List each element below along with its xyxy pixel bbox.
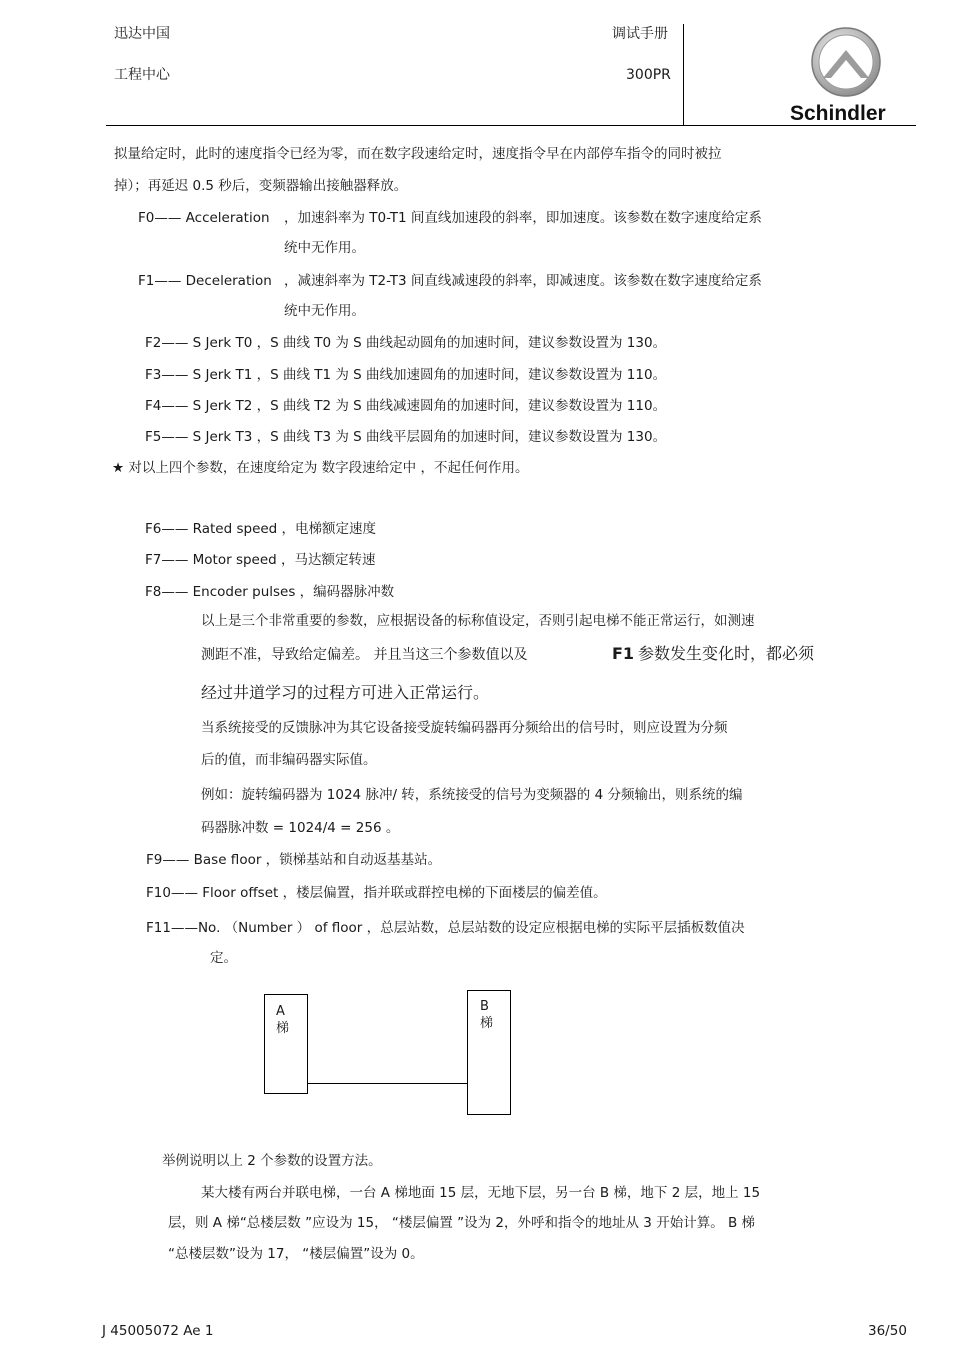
header-manual-title: 调试手册 [612,26,668,42]
elevator-b-label-letter: B [480,999,489,1014]
intro-line-1: 拟量给定时，此时的速度指令已经为零，而在数字段速给定时，速度指令早在内部停车指令的同时被拉 [114,146,722,162]
note-feedback-line-1: 当系统接受的反馈脉冲为其它设备接受旋转编码器再分频给出的信号时，则应设置为分频 [201,720,728,736]
header-company: 迅达中国 [114,26,170,42]
note-important-line-3: 经过井道学习的过程方可进入正常运行。 [201,683,490,702]
elevator-a-box [264,994,308,1094]
header-model: 300PR [626,67,671,83]
star-note: ★ 对以上四个参数，在速度给定为 数字段速给定中 ，不起任何作用。 [112,460,529,476]
elevator-link-line [307,1083,467,1084]
footer-page-number: 36/50 [868,1323,907,1339]
footer-doc-id: J 45005072 Ae 1 [102,1323,214,1339]
param-f11: F11——No. （Number ） of floor ，总层站数，总层站数的设定应根据电梯的实际平层插板数值决 [146,920,745,936]
param-f1-description: ，减速斜率为 T2-T3 间直线减速段的斜率，即减速度。该参数在数字速度给定系 [284,273,762,289]
param-f5: F5—— S Jerk T3 ，S 曲线 T3 为 S 曲线平层圆角的加速时间，建议参数设置为 130。 [145,429,667,445]
schindler-logo [785,26,910,126]
param-f9: F9—— Base floor ，锁梯基站和自动返基基站。 [146,852,442,868]
elevator-a-label-letter: A [276,1004,285,1019]
building-example-line-2: 层，则 A 梯“总楼层数 ”应设为 15， “楼层偏置 ”设为 2，外呼和指令的地址从 3 开始计算。 B 梯 [168,1215,756,1231]
param-f1-continuation: 统中无作用。 [284,303,365,319]
param-f0-description: ，加速斜率为 T0-T1 间直线加速段的斜率，即加速度。该参数在数字速度给定系 [284,210,762,226]
example-intro: 举例说明以上 2 个参数的设置方法。 [162,1153,382,1169]
param-f1-heading: F1—— Deceleration [138,273,272,289]
note-important-line-1: 以上是三个非常重要的参数，应根据设备的标称值设定，否则引起电梯不能正常运行，如测速 [201,613,755,629]
building-example-line-3: “总楼层数”设为 17， “楼层偏置”设为 0。 [168,1246,424,1262]
intro-line-2: 掉）；再延迟 0.5 秒后，变频器输出接触器释放。 [114,178,408,194]
elevator-b-box [467,990,511,1115]
note-important-line-2b: F1 [612,644,635,663]
param-f4: F4—— S Jerk T2 ，S 曲线 T2 为 S 曲线减速圆角的加速时间，建议参数设置为 110。 [145,398,667,414]
elevator-diagram [260,988,520,1120]
elevator-b-label-char: 梯 [480,1016,494,1031]
note-important-line-2c: 参数发生变化时，都必须 [638,644,815,663]
param-f10: F10—— Floor offset ，楼层偏置，指并联或群控电梯的下面楼层的偏差值。 [146,885,607,901]
param-f0-continuation: 统中无作用。 [284,240,365,256]
param-f7: F7—— Motor speed ，马达额定转速 [145,552,376,568]
param-f0-heading: F0—— Acceleration [138,210,270,226]
param-f11-continuation: 定。 [210,950,237,966]
note-feedback-line-2: 后的值，而非编码器实际值。 [201,752,377,768]
logo-wordmark: Schindler [790,102,886,125]
header-department: 工程中心 [114,67,170,83]
param-f3: F3—— S Jerk T1 ，S 曲线 T1 为 S 曲线加速圆角的加速时间，建议参数设置为 110。 [145,367,667,383]
building-example-line-1: 某大楼有两台并联电梯，一台 A 梯地面 15 层，无地下层，另一台 B 梯，地下 2 层，地上 15 [201,1185,761,1201]
param-f2: F2—— S Jerk T0 ，S 曲线 T0 为 S 曲线起动圆角的加速时间，建议参数设置为 130。 [145,335,667,351]
example-line-1: 例如：旋转编码器为 1024 脉冲/ 转，系统接受的信号为变频器的 4 分频输出，则系统的编 [201,787,743,803]
example-line-2: 码器脉冲数 = 1024/4 = 256 。 [201,820,400,836]
elevator-a-label-char: 梯 [276,1021,290,1036]
note-important-line-2a: 测距不准，导致给定偏差。 并且当这三个参数值以及 [201,647,528,663]
param-f6: F6—— Rated speed ，电梯额定速度 [145,521,377,537]
param-f8: F8—— Encoder pulses ，编码器脉冲数 [145,584,395,600]
header-divider-vertical [683,24,684,126]
